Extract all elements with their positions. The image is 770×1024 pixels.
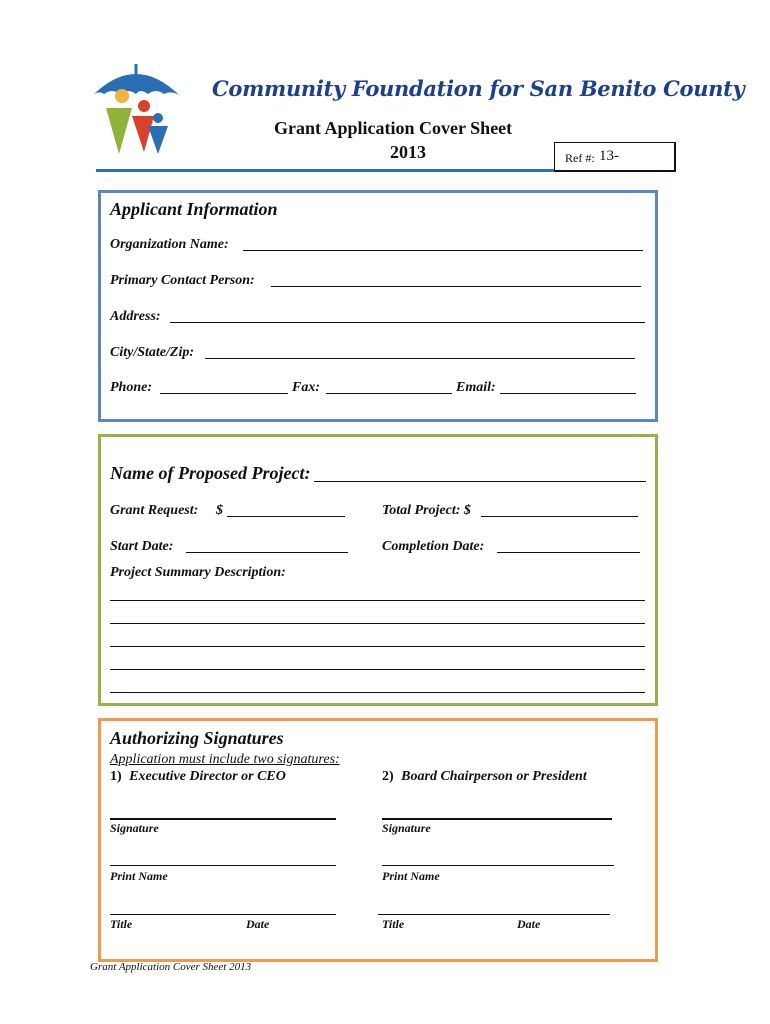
right-title-date-field[interactable] — [378, 914, 610, 915]
contact-field[interactable] — [271, 286, 641, 287]
grant-request-field[interactable] — [227, 516, 345, 517]
org-name-label: Organization Name: — [110, 237, 229, 252]
city-field[interactable] — [205, 358, 635, 359]
phone-field[interactable] — [160, 393, 288, 394]
left-title-label: Title — [110, 917, 133, 931]
email-field[interactable] — [500, 393, 636, 394]
completion-date-field[interactable] — [497, 552, 640, 553]
start-date-field[interactable] — [186, 552, 348, 553]
email-label: Email: — [456, 380, 496, 395]
fax-field[interactable] — [326, 393, 452, 394]
total-project-label: Total Project: $ — [382, 503, 471, 518]
grant-currency: $ — [216, 503, 223, 518]
left-title-date-field[interactable] — [110, 914, 336, 915]
summary-line[interactable] — [110, 669, 645, 670]
contact-label: Primary Contact Person: — [110, 273, 255, 288]
applicant-title: Applicant Information — [110, 199, 278, 219]
form-title: Grant Application Cover Sheet — [274, 118, 513, 138]
org-title: Community Foundation for San Benito County — [212, 76, 745, 101]
total-project-field[interactable] — [481, 516, 638, 517]
address-field[interactable] — [170, 322, 645, 323]
summary-line[interactable] — [110, 646, 645, 647]
signatures-title: Authorizing Signatures — [110, 728, 284, 748]
right-print-name-label: Print Name — [382, 869, 440, 883]
summary-line[interactable] — [110, 600, 645, 601]
ref-box[interactable] — [554, 142, 676, 172]
applicant-section — [98, 190, 658, 422]
start-date-label: Start Date: — [110, 539, 174, 554]
right-date-label: Date — [517, 917, 541, 931]
org-name-field[interactable] — [243, 250, 643, 251]
right-signature-label: Signature — [382, 821, 431, 835]
left-signature-field[interactable] — [110, 818, 336, 820]
summary-line[interactable] — [110, 623, 645, 624]
ref-value: 13- — [599, 148, 619, 164]
left-date-label: Date — [246, 917, 270, 931]
right-title-label: Title — [382, 917, 405, 931]
left-signature-label: Signature — [110, 821, 159, 835]
right-print-name-field[interactable] — [382, 865, 614, 866]
footer-text: Grant Application Cover Sheet 2013 — [90, 961, 252, 973]
completion-date-label: Completion Date: — [382, 539, 485, 554]
summary-label: Project Summary Description: — [110, 565, 286, 580]
left-role-label: Executive Director or CEO — [129, 769, 286, 784]
header-rule — [96, 169, 554, 172]
signatures-note: Application must include two signatures: — [110, 752, 340, 767]
foundation-logo — [88, 60, 184, 160]
grant-request-label: Grant Request: — [110, 503, 199, 518]
right-signature-field[interactable] — [382, 818, 612, 820]
summary-line[interactable] — [110, 692, 645, 693]
ref-label: Ref #: — [565, 151, 595, 165]
left-role — [110, 769, 286, 785]
form-year: 2013 — [390, 142, 426, 162]
project-name-field[interactable] — [314, 481, 646, 482]
left-role-number: 1) — [110, 769, 122, 784]
address-label: Address: — [110, 309, 161, 324]
left-print-name-label: Print Name — [110, 869, 168, 883]
right-role-number: 2) — [382, 769, 394, 784]
phone-label: Phone: — [110, 380, 152, 395]
right-role-label: Board Chairperson or President — [401, 769, 587, 784]
fax-label: Fax: — [292, 380, 320, 395]
left-print-name-field[interactable] — [110, 865, 336, 866]
city-label: City/State/Zip: — [110, 345, 194, 360]
project-title: Name of Proposed Project: — [110, 463, 311, 483]
right-role — [382, 769, 587, 785]
